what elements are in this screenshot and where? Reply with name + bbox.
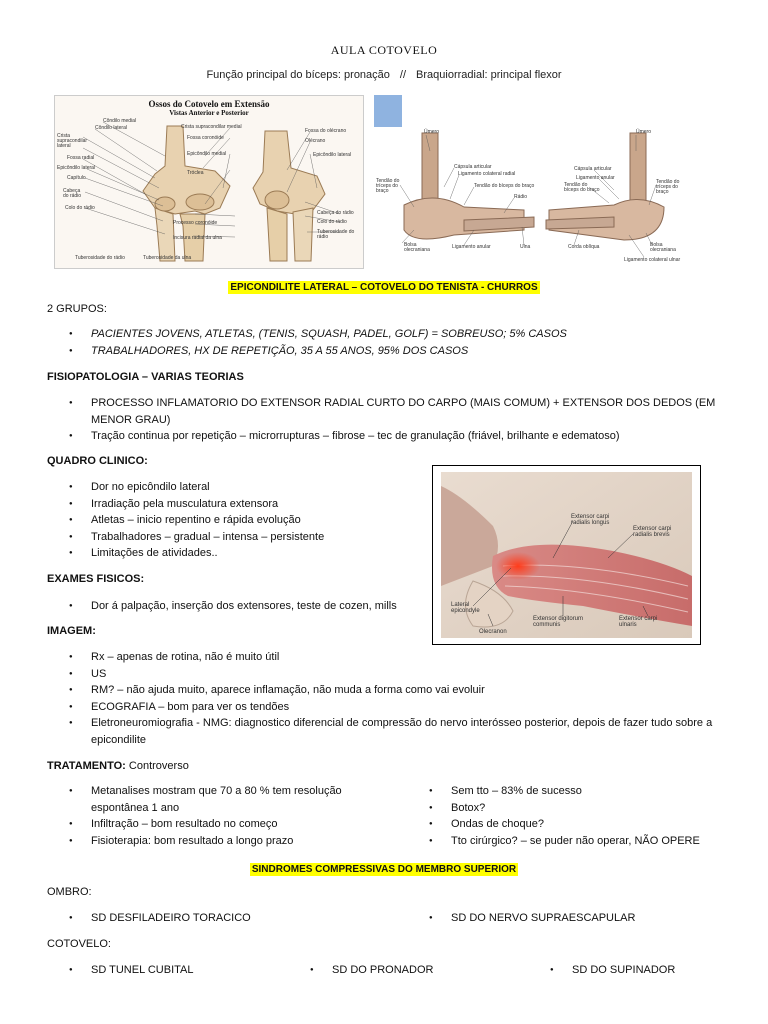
list-item: ● SD DO PRONADOR [306, 962, 506, 979]
label-colo-radio-post: Colo do rádio [317, 219, 347, 225]
imagem-list [47, 649, 717, 748]
label-tuberosidade-radio-post: Tuberosidade do rádio [317, 229, 355, 240]
list-item: ● PACIENTES JOVENS, ATLETAS, (TENIS, SQUASH, PADEL, GOLF) = SOBREUSO; 5% CASOS [47, 326, 727, 343]
fisiopatologia-heading: FISIOPATOLOGIA – VARIAS TEORIAS [47, 371, 244, 383]
label-crista-medial: Crista supracondilar medial [181, 124, 242, 130]
tratamento-left-list [47, 783, 377, 849]
list-item: ● Botox? [425, 800, 725, 817]
label-epicondilo-lateral: Epicôndilo lateral [57, 165, 96, 171]
list-item: ● Limitações de atividades.. [47, 545, 407, 562]
list-item: ● Metanalises mostram que 70 a 80 % tem resolução espontânea 1 ano [47, 783, 377, 816]
label-ecu: Extensor carpi ulnaris [619, 616, 658, 628]
label-processo-coronoide: Processo coronóide [173, 220, 218, 226]
label-lig-anular-left: Ligamento anular [452, 244, 491, 250]
label-lig-anular-right: Ligamento anular [576, 175, 615, 181]
list-item: ● SD DO SUPINADOR [546, 962, 746, 979]
label-cabeca-radio: Cabeça do rádio [63, 188, 82, 199]
list-item: ● SD DESFILADEIRO TORACICO [47, 910, 377, 927]
label-tendao-biceps-right: Tendão do bíceps do braço [564, 182, 600, 193]
list-item: ● Irradiação pela musculatura extensora [47, 496, 407, 513]
label-ecrb: Extensor carpi radialis brevis [633, 526, 672, 538]
section-epicondilite-heading: EPICONDILITE LATERAL – COTOVELO DO TENISTA - CHURROS [230, 282, 538, 293]
list-item: ● Sem tto – 83% de sucesso [425, 783, 725, 800]
label-fossa-coronoide: Fossa coronóide [187, 135, 224, 141]
list-item: ● Atletas – inicio repentino e rápida evolução [47, 512, 407, 529]
list-item: ● Ondas de choque? [425, 816, 725, 833]
label-epicondilo-medial: Epicôndilo medial [187, 151, 227, 157]
list-item: ● TRABALHADORES, HX DE REPETIÇÃO, 35 A 55 ANOS, 95% DOS CASOS [47, 343, 727, 360]
label-umero-right: Úmero [636, 129, 652, 135]
document-subtitle [0, 69, 768, 81]
imagem-heading: IMAGEM: [47, 625, 96, 637]
list-item: ● SD TUNEL CUBITAL [47, 962, 287, 979]
label-bolsa-right: Bolsa olecraniana [650, 242, 676, 253]
subtitle-separator: // [399, 69, 407, 81]
list-item: ● PROCESSO INFLAMATORIO DO EXTENSOR RADIAL CURTO DO CARPO (MAIS COMUM) + EXTENSOR DOS DEDOS (EM MENOR GRAU) [47, 395, 717, 428]
label-colo-radio: Colo do rádio [65, 205, 95, 211]
fisiopatologia-list [47, 395, 717, 445]
label-cabeca-radio-post: Cabeça do rádio [317, 210, 354, 216]
label-tendao-biceps-left: Tendão do bíceps do braço [474, 183, 535, 189]
list-item: ● Tto cirúrgico? – se puder não operar, NÃO OPERE [425, 833, 725, 850]
label-crista-lateral: Crista supracondilar lateral [57, 133, 88, 149]
list-item: ● Infiltração – bom resultado no começo [47, 816, 377, 833]
label-edc: Extensor digitorum communis [533, 616, 584, 628]
figure-title: Ossos do Cotovelo em Extensão [148, 99, 270, 109]
label-capsula-right: Cápsula articular [574, 166, 612, 172]
label-incisura-radial: Incisura radial da ulna [173, 235, 222, 241]
tennis-elbow-image [432, 465, 701, 645]
label-epicondilo-lateral-post: Epicôndilo lateral [313, 152, 352, 158]
subtitle-biceps: Função principal do bíceps: pronação [206, 69, 390, 81]
list-item: ● Dor no epicôndilo lateral [47, 479, 407, 496]
label-olecranon: Olecranon [479, 629, 507, 635]
list-item: ● ECOGRAFIA – bom para ver os tendões [47, 699, 717, 716]
label-radio: Rádio [514, 194, 528, 200]
tratamento-right-list [425, 783, 725, 849]
list-item: ● Tração continua por repetição – microrrupturas – fibrose – tec de granulação (friável, brilhante e edematoso) [47, 428, 717, 445]
label-condilo-lateral: Côndilo lateral [95, 125, 127, 131]
label-capsula-left: Cápsula articular [454, 164, 492, 170]
tratamento-value: Controverso [128, 760, 189, 772]
ombro-list-right [425, 910, 725, 927]
cotovelo-list-2 [306, 962, 506, 979]
list-item: ● Trabalhadores – gradual – intensa – persistente [47, 529, 407, 546]
tratamento-heading: TRATAMENTO: [47, 760, 126, 772]
label-olecrano: Olécrano [305, 138, 326, 144]
list-item: ● Fisioterapia: bom resultado a longo prazo [47, 833, 377, 850]
cotovelo-list-3 [546, 962, 746, 979]
quadro-clinico-heading: QUADRO CLINICO: [47, 455, 148, 467]
label-troclea: Tróclea [187, 170, 204, 176]
label-tendao-triceps-right: Tendão do tríceps do braço [656, 179, 680, 195]
label-corda-obliqua: Corda oblíqua [568, 244, 600, 250]
label-capitulo: Capítulo [67, 175, 86, 181]
section-sindromes-heading: SINDROMES COMPRESSIVAS DO MEMBRO SUPERIOR [251, 864, 517, 875]
exames-fisicos-heading: EXAMES FISICOS: [47, 573, 145, 585]
label-fossa-olecrano: Fossa do olécrano [305, 128, 347, 134]
label-bolsa-left: Bolsa olecraniana [404, 242, 430, 253]
label-tuberosidade-ulna: Tuberosidade da ulna [143, 255, 192, 261]
figure-subtitle: Vistas Anterior e Posterior [169, 109, 249, 117]
section-sindromes [0, 859, 768, 877]
list-item: ● RM? – não ajuda muito, aparece inflamação, não muda a forma como vai evoluir [47, 682, 717, 699]
quadro-clinico-list [47, 479, 407, 562]
list-item: ● Rx – apenas de rotina, não é muito útil [47, 649, 717, 666]
label-ecrl: Extensor carpi radialis longus [571, 514, 610, 526]
elbow-ligaments-figure [374, 95, 684, 267]
label-fossa-radial: Fossa radial [67, 155, 95, 161]
list-item: ● Dor á palpação, inserção dos extensores, teste de cozen, mills [47, 598, 427, 615]
label-ulna: Ulna [520, 244, 531, 250]
groups-list [47, 326, 727, 359]
elbow-bones-figure [54, 95, 364, 269]
ligaments-illustration [374, 95, 684, 267]
label-lateral-epicondyle: Lateral epicondyle [451, 602, 480, 614]
list-item: ● SD DO NERVO SUPRAESCAPULAR [425, 910, 725, 927]
subtitle-braquiorradial: Braquiorradial: principal flexor [416, 69, 562, 81]
section-epicondilite [0, 277, 768, 295]
label-umero-left: Úmero [424, 129, 440, 135]
cotovelo-label: COTOVELO: [47, 938, 111, 950]
list-item: ● Eletroneuromiografia - NMG: diagnostico diferencial de compressão do nervo interósseo posterior, depois de fazer tudo sobre a epicondilite [47, 715, 717, 748]
tratamento-line [47, 758, 189, 775]
exames-fisicos-list [47, 598, 427, 615]
label-tuberosidade-radio: Tuberosidade do rádio [75, 255, 125, 261]
ombro-list-left [47, 910, 377, 927]
label-condilo-medial: Côndilo medial [103, 118, 137, 124]
label-lig-colateral-ulnar: Ligamento colateral ulnar [624, 257, 681, 263]
label-tendao-triceps-left: Tendão do tríceps do braço [376, 178, 400, 194]
cotovelo-list-1 [47, 962, 287, 979]
groups-label: 2 GRUPOS: [47, 303, 107, 315]
label-lig-colateral-radial: Ligamento colateral radial [458, 171, 516, 177]
document-title: AULA COTOVELO [330, 43, 438, 57]
ombro-label: OMBRO: [47, 886, 92, 898]
bones-illustration [55, 96, 363, 268]
list-item: ● US [47, 666, 717, 683]
